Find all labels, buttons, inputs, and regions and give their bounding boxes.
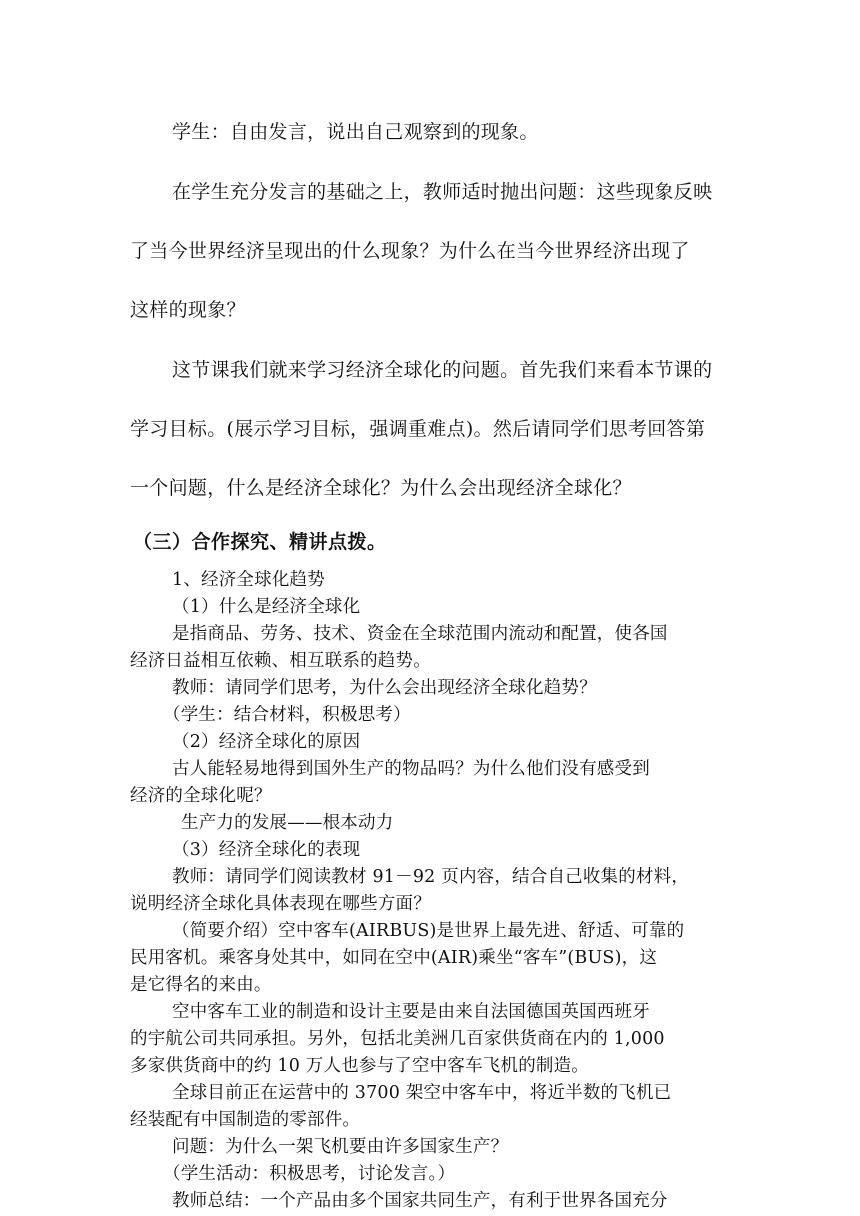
body-line: （简要介绍）空中客车(AIRBUS)是世界上最先进、舒适、可靠的 (172, 921, 685, 941)
intro-line-2: 在学生充分发言的基础之上，教师适时抛出问题：这些现象反映 (172, 181, 713, 203)
body-line: 经济的全球化呢？ (130, 786, 272, 806)
body-line: 民用客机。乘客身处其中，如同在空中(AIR)乘坐“客车”(BUS)，这 (130, 948, 658, 968)
body-line: 经济日益相互依赖、相互联系的趋势。 (130, 651, 431, 671)
body-line: 多家供货商中的约 10 万人也参与了空中客车飞机的制造。 (130, 1056, 589, 1076)
body-line: 问题：为什么一架飞机要由许多国家生产？ (172, 1137, 509, 1157)
body-line: （学生活动：积极思考，讨论发言。） (163, 1164, 456, 1184)
intro-line-3: 了当今世界经济呈现出的什么现象？为什么在当今世界经济出现了 (130, 240, 690, 262)
body-line: 是指商品、劳务、技术、资金在全球范围内流动和配置，使各国 (172, 624, 668, 644)
body-line: （3）经济全球化的表现 (172, 840, 361, 860)
body-line: 空中客车工业的制造和设计主要是由来自法国德国英国西班牙 (172, 1002, 650, 1022)
body-line: 说明经济全球化具体表现在哪些方面？ (130, 894, 431, 914)
intro-line-1: 学生：自由发言，说出自己观察到的现象。 (172, 121, 539, 143)
body-line: 教师：请同学们阅读教材 91－92 页内容，结合自己收集的材料， (172, 867, 690, 887)
body-line: （学生：结合材料，积极思考） (163, 705, 411, 725)
body-line: 全球目前正在运营中的 3700 架空中客车中，将近半数的飞机已 (172, 1083, 672, 1103)
body-line: （1）什么是经济全球化 (172, 597, 361, 617)
intro-line-7: 一个问题，什么是经济全球化？为什么会出现经济全球化？ (130, 477, 632, 499)
body-line: 生产力的发展——根本动力 (181, 813, 394, 833)
body-line: 是它得名的来由。 (130, 975, 272, 995)
intro-line-4: 这样的现象？ (130, 299, 246, 321)
body-line: 古人能轻易地得到国外生产的物品吗？为什么他们没有感受到 (172, 759, 650, 779)
body-line: （2）经济全球化的原因 (172, 732, 361, 752)
intro-line-5: 这节课我们就来学习经济全球化的问题。首先我们来看本节课的 (172, 359, 713, 381)
body-line: 教师：请同学们思考，为什么会出现经济全球化趋势？ (172, 678, 597, 698)
body-line: 1、经济全球化趋势 (172, 570, 325, 590)
body-line: 教师总结：一个产品由多个国家共同生产，有利于世界各国充分 (172, 1191, 668, 1211)
section-heading: （三）合作探究、精讲点拨。 (133, 531, 387, 553)
intro-line-6: 学习目标。(展示学习目标，强调重难点)。然后请同学们思考回答第 (130, 418, 706, 440)
body-line: 经装配有中国制造的零部件。 (130, 1110, 361, 1130)
body-line: 的宇航公司共同承担。另外，包括北美洲几百家供货商在内的 1,000 (130, 1029, 665, 1049)
